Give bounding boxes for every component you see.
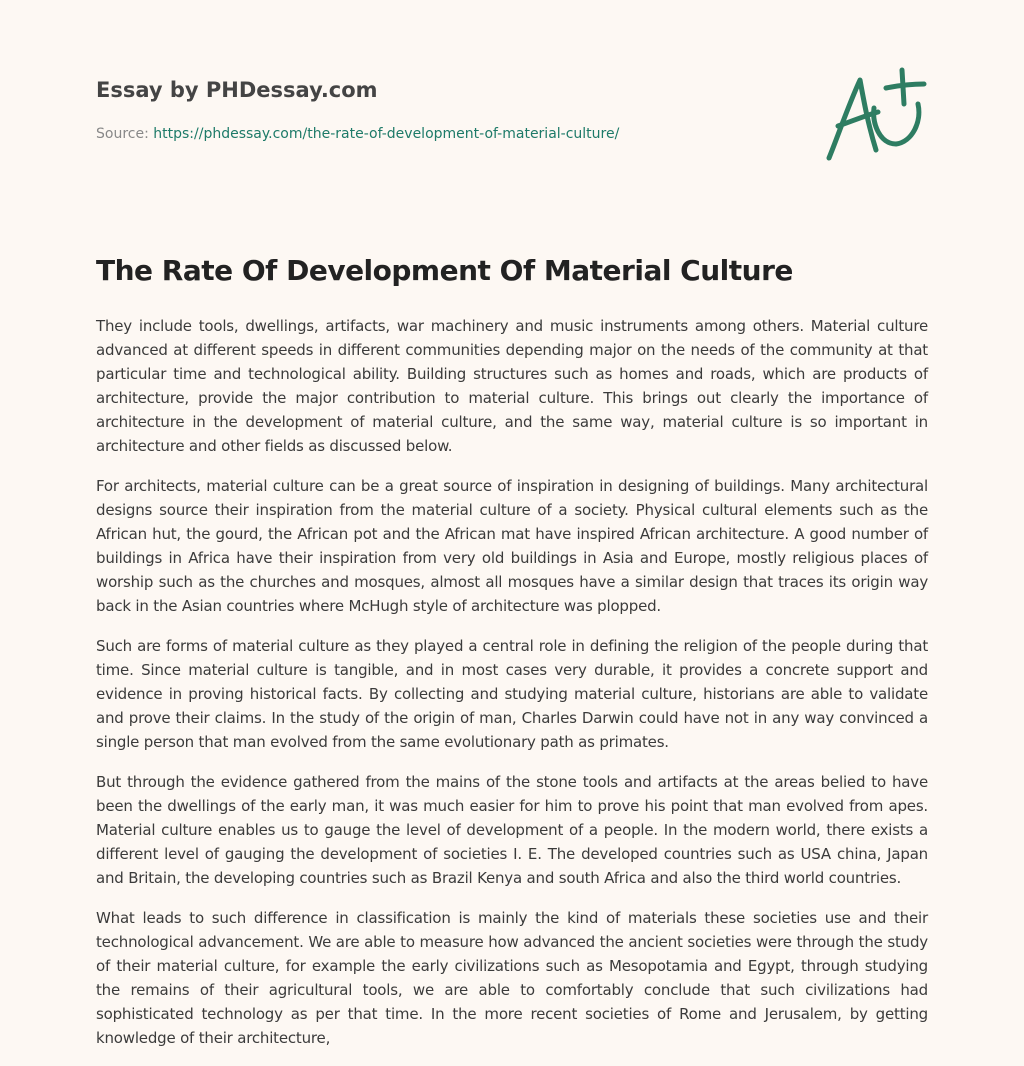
essay-body <box>96 314 928 1066</box>
source-line <box>96 124 796 144</box>
paragraph: But through the evidence gathered from the mains of the stone tools and artifacts at the areas belied to have been the dwellings of the early man, it was much easier for him to prove his point that man evolved from apes. Material culture enables us to gauge the level of development of a people. In the modern world, there exists a different level of gauging the development of societies I. E. The developed countries such as USA china, Japan and Britain, the developing countries such as Brazil Kenya and south Africa and also the third world countries. <box>96 773 928 887</box>
source-link[interactable]: https://phdessay.com/the-rate-of-development-of-material-culture/ <box>153 126 620 142</box>
paragraph: Such are forms of material culture as they played a central role in defining the religion of the people during that time. Since material culture is tangible, and in most cases very durable, it provides a concrete support and evidence in proving historical facts. By collecting and studying material culture, historians are able to validate and prove their claims. In the study of the origin of man, Charles Darwin could have not in any way convinced a single person that man evolved from the same evolutionary path as primates. <box>96 637 928 751</box>
paragraph: They include tools, dwellings, artifacts, war machinery and music instruments among others. Material culture advanced at different speeds in different communities depending major on the needs of the community at that particular time and technological ability. Building structures such as homes and roads, which are products of architecture, provide the major contribution to material culture. This brings out clearly the importance of architecture in the development of material culture, and the same way, material culture is so important in architecture and other fields as discussed below. <box>96 317 928 455</box>
paragraph: For architects, material culture can be a great source of inspiration in designing of buildings. Many architectural designs source their inspiration from the material culture of a society. Physical cultural elements such as the African hut, the gourd, the African pot and the African mat have inspired African architecture. A good number of buildings in Africa have their inspiration from very old buildings in Asia and Europe, mostly religious places of worship such as the churches and mosques, almost all mosques have a similar design that traces its origin way back in the Asian countries where McHugh style of architecture was plopped. <box>96 477 928 615</box>
site-title: Essay by PHDessay.com <box>96 78 378 102</box>
page-header <box>96 76 796 144</box>
a-plus-logo-icon <box>820 66 930 166</box>
essay-title: The Rate Of Development Of Material Culture <box>96 254 793 287</box>
paragraph: What leads to such difference in classification is mainly the kind of materials these societies use and their technological advancement. We are able to measure how advanced the ancient societies were through the study of their material culture, for example the early civilizations such as Mesopotamia and Egypt, through studying the remains of their agricultural tools, we are able to comfortably conclude that such civilizations had sophisticated technology as per that time. In the more recent societies of Rome and Jerusalem, by getting knowledge of their architecture, <box>96 909 928 1047</box>
source-label: Source: <box>96 126 149 142</box>
